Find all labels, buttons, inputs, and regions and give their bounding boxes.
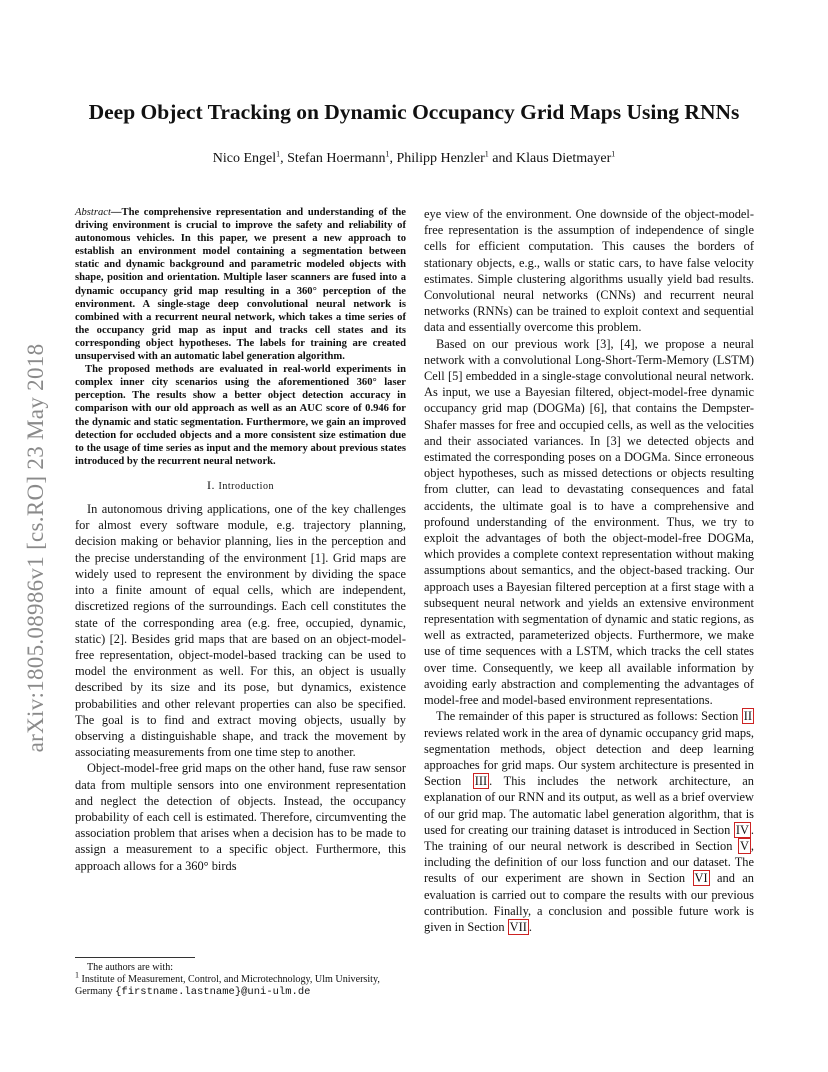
author-separator: and bbox=[488, 151, 516, 166]
right-column bbox=[424, 206, 754, 935]
section-title: Introduction bbox=[218, 480, 274, 492]
author-affiliation-mark: 1 bbox=[484, 149, 489, 159]
footnote-line: The authors are with: bbox=[87, 962, 174, 973]
left-column bbox=[75, 206, 406, 874]
section-link[interactable]: II bbox=[743, 709, 752, 724]
author-name: Philipp Henzler bbox=[396, 151, 485, 166]
arxiv-identifier: arXiv:1805.08986v1 [cs.RO] 23 May 2018 bbox=[23, 343, 48, 753]
text-run: reviews related work in the area of dynamic occupancy grid maps, segmentation methods, object detection and deep learning approaches for grid maps. Our system architecture is presented in Section bbox=[424, 725, 754, 789]
author-affiliation-mark: 1 bbox=[385, 149, 390, 159]
text-run: and an evaluation is carried out to compare the results with our previous contribution. Finally, a conclusion and possible future work is given in Section bbox=[424, 871, 755, 934]
abstract-text: The comprehensive representation and understanding of the driving environment is crucial to improve the safety and reliability of autonomous vehicles. In this paper, we present a new approach to establish an environment model containing a segmentation between static and dynamic background and parametric modeled objects with shape, position and orientation. Multiple laser scanners are fused into a dynamic occupancy grid map resulting in a 360° perception of the environment. A single-stage deep convolutional neural network is combined with a recurrent neural network, which takes a time series of the occupancy grid map as input and tracks cell states and its corresponding object hypotheses. The labels for training are created unsupervised with an automatic label generation algorithm. bbox=[75, 207, 406, 363]
footnote-text: Institute of Measurement, Control, and Microtechnology, Ulm University, Germany bbox=[75, 974, 380, 998]
section-heading bbox=[75, 477, 406, 495]
section-number: I. bbox=[207, 477, 216, 492]
section-link[interactable]: VI bbox=[694, 871, 708, 886]
author-affiliation-mark: 1 bbox=[611, 149, 616, 159]
section-link[interactable]: V bbox=[739, 838, 749, 853]
footnote bbox=[75, 962, 409, 999]
abstract-dash: — bbox=[110, 207, 122, 218]
body-paragraph: Based on our previous work [3], [4], we propose a neural network with a convolutional Long-Short-Term-Memory (LSTM) Cell [5] embedded in a single-stage convolutional neural network. As input, we use a Bayesian filtered, object-model-free dynamic occupancy grid map (DOGMa) [6], that contains the Dempster-Shafer masses for free and occupied cells, as well as the velocities and their associated variances. In [3] we detected objects and estimated the corresponding poses on a DOGMa. Since erroneous object hypotheses, such as missed detections or objects resulting from clutter, can lead to devastating consequences and fatal accidents, the ultimate goal is to have a comprehensive and profound understanding of the environment. Thus, we try to exploit the advantages of both the object-model-free DOGMa, which provides a complete context representation without making assumptions about semantics, and the object-based tracking. Our approach uses a Bayesian filtered perception at a first stage with a subsequent neural network and yields an extensive environment representation with segmentation of dynamic and static regions, as well as extracted, parameterized objects. Furthermore, we make use of time sequences with a LSTM, which tracks the cell states over time. Consequently, we keep all available information by avoiding early abstraction and complementing the advantages of model-free and model-based environment representations. bbox=[424, 336, 754, 708]
body-paragraph bbox=[424, 708, 754, 935]
section-link[interactable]: III bbox=[474, 774, 488, 789]
body-paragraph: Object-model-free grid maps on the other hand, fuse raw sensor data from multiple sensors into one environment representation and neglect the detection of objects. Instead, the occupancy probability of each cell is estimated. Therefore, circumventing the association problem that arises when a decision has to be made to assign a measurement to a specific object. Furthermore, this approach allows for a 360° birds bbox=[75, 761, 406, 873]
text-run: The remainder of this paper is structured as follows: Section bbox=[436, 709, 742, 724]
author-separator: , bbox=[389, 151, 397, 166]
text-run: . bbox=[528, 919, 532, 934]
abstract-paragraph: The proposed methods are evaluated in real-world experiments in complex inner city scenarios using the aforementioned 360° laser perception. The results show a better object detection accuracy in comparison with our old approach as well as an AUC score of 0.946 for the dynamic and static segmentation. Furthermore, we gain an improved detection for occluded objects and a more consistent size estimation due to the usage of time series as input and the memory about previous states introduced by the recurrent neural network. bbox=[75, 364, 406, 467]
paper-title: Deep Object Tracking on Dynamic Occupancy Grid Maps Using RNNs bbox=[88, 100, 740, 124]
footnote-divider bbox=[75, 957, 195, 958]
abstract-paragraph bbox=[75, 206, 406, 363]
author-affiliation-mark: 1 bbox=[276, 149, 281, 159]
author-name: Klaus Dietmayer bbox=[515, 151, 612, 166]
body-paragraph: eye view of the environment. One downside of the object-model-free representation is the assumption of independence of single cells for efficient computation. This causes the borders of stationary objects, e.g., walls or static cars, to have false velocity estimates. Simple clustering algorithms usually yield bad results. Convolutional neural networks (CNNs) and recurrent neural networks (RNNs) can be trained to exploit context and sequential data and essentially overcome this problem. bbox=[424, 207, 754, 335]
author-email: {firstname.lastname}@uni-ulm.de bbox=[115, 986, 311, 999]
text-run: . The training of our neural network is described in Section bbox=[424, 822, 754, 853]
author-name: Nico Engel bbox=[212, 151, 277, 166]
footnote-mark: 1 bbox=[75, 970, 79, 980]
author-list bbox=[60, 151, 768, 167]
footnote-affiliation bbox=[75, 970, 409, 999]
author-separator: , bbox=[280, 151, 288, 166]
author-name: Stefan Hoermann bbox=[287, 151, 386, 166]
abstract-label: Abstract bbox=[75, 207, 111, 218]
section-link[interactable]: VII bbox=[509, 919, 527, 934]
body-paragraph: In autonomous driving applications, one of the key challenges for almost every software module, e.g. trajectory planning, decision making or behavior planning, lies in the perception and the precise understanding of the environment [1]. Grid maps are widely used to represent the environment by dividing the space into a finite amount of equal cells, which are independent, discretized regions of the surroundings. Each cell constitutes the state of the corresponding area (e.g. free, occupied, dynamic, static) [2]. Besides grid maps that are based on an object-model-free representation, object-model-based tracking can be used to model the environment as well. For this, an object is usually described by its size and its pose, but dynamics, existence probabilities and other relevant properties can also be specified. The goal is to find and extract moving objects, usually by observing a distinguishable shape, and track the movement by associating measurements from one time step to another. bbox=[75, 502, 406, 760]
section-link[interactable]: IV bbox=[735, 822, 749, 837]
text-run: . This includes the network architecture, an explanation of our RNN and its output, as well as a brief overview of our grid map. The automatic label generation algorithm, that is used for creating our training dataset is introduced in Section bbox=[424, 774, 755, 837]
text-run: , including the definition of our loss function and our dataset. The results of our experiment are shown in Section bbox=[424, 838, 754, 886]
